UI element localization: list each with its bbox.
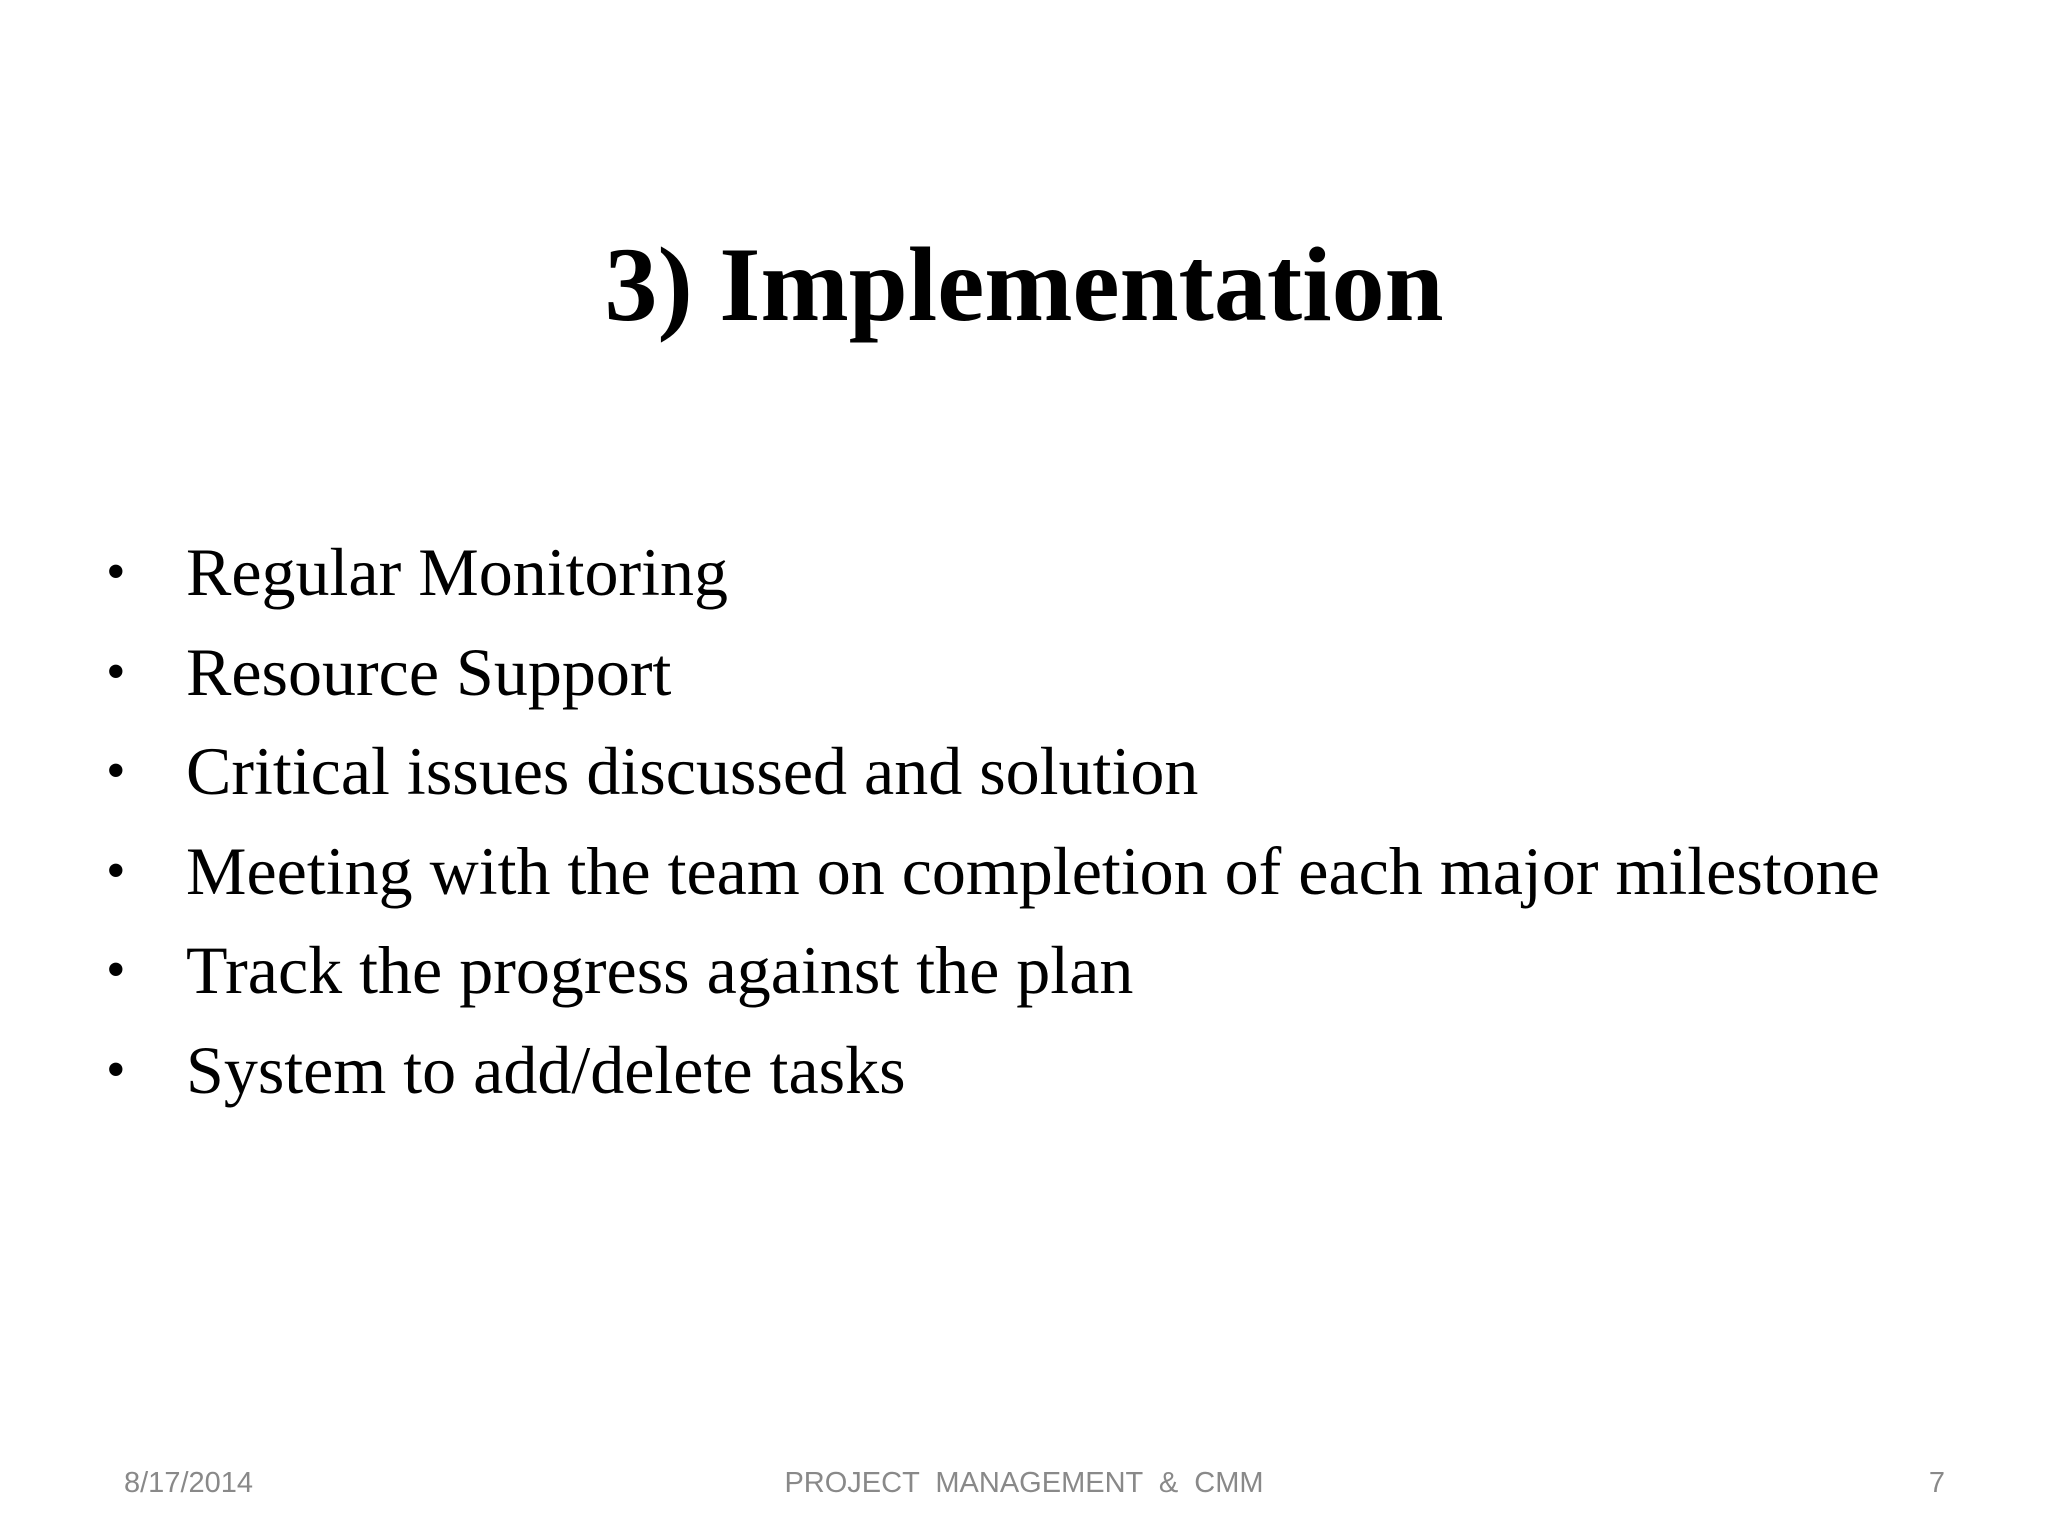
bullet-dot-icon: • bbox=[106, 939, 126, 1001]
bullet-dot-icon: • bbox=[106, 740, 126, 802]
bullet-dot-icon: • bbox=[106, 1039, 126, 1101]
slide-title: 3) Implementation bbox=[604, 226, 1444, 343]
footer-title: PROJECT MANAGEMENT & CMM bbox=[784, 1467, 1264, 1499]
footer-page-number: 7 bbox=[1928, 1467, 1945, 1499]
bullet-text: System to add/delete tasks bbox=[186, 1032, 906, 1108]
bullet-item bbox=[0, 721, 2048, 821]
bullet-item bbox=[0, 522, 2048, 622]
bullet-text: Resource Support bbox=[186, 634, 672, 710]
bullet-text: Regular Monitoring bbox=[186, 534, 729, 610]
bullet-item bbox=[0, 920, 2048, 1020]
bullet-text: Track the progress against the plan bbox=[186, 932, 1134, 1008]
bullet-text: Meeting with the team on completion of each major milestone bbox=[186, 833, 1880, 909]
bullet-dot-icon: • bbox=[106, 541, 126, 603]
bullet-text: Critical issues discussed and solution bbox=[186, 733, 1199, 809]
bullet-item bbox=[0, 622, 2048, 722]
footer-date: 8/17/2014 bbox=[124, 1467, 254, 1499]
bullet-dot-icon: • bbox=[106, 840, 126, 902]
bullet-item bbox=[0, 821, 2048, 921]
bullet-dot-icon: • bbox=[106, 641, 126, 703]
bullet-item bbox=[0, 1020, 2048, 1120]
